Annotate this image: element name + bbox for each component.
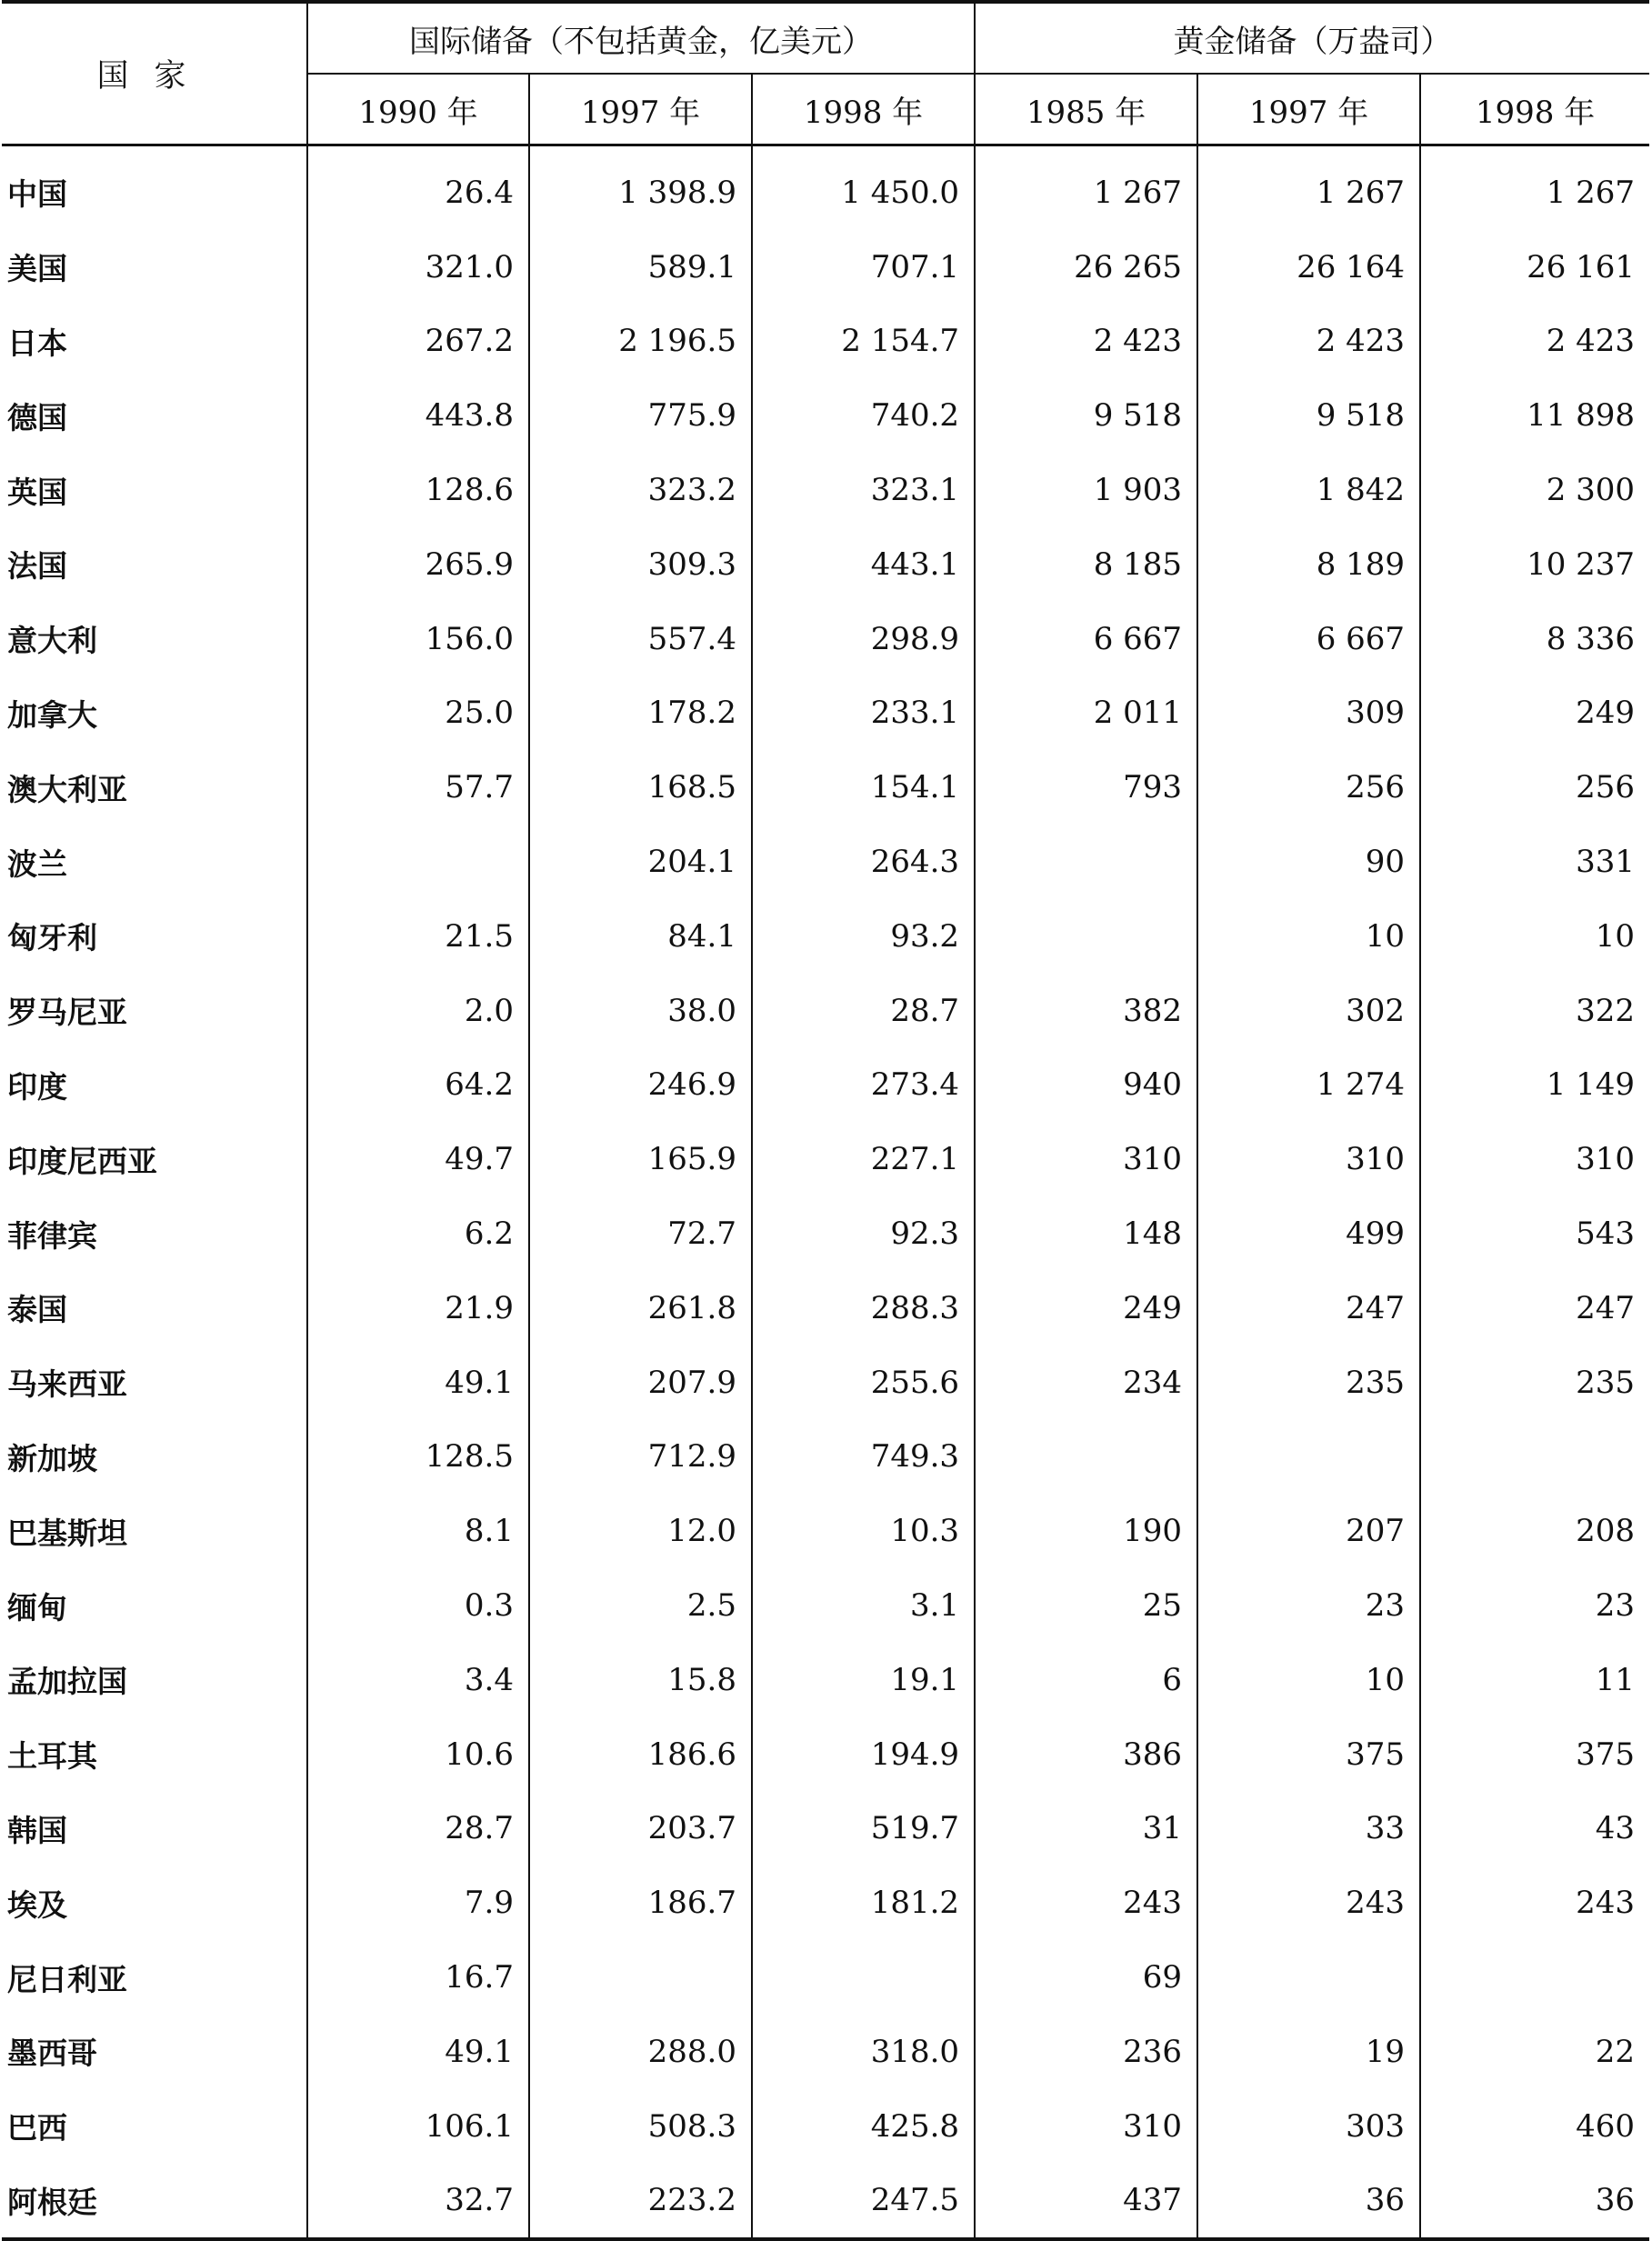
value-cell-gold-1998: 10 237 <box>1527 545 1636 583</box>
table-row <box>2 1196 1649 1271</box>
value-cell-intl-1990: 10.6 <box>307 1717 529 1792</box>
value-cell-intl-1998: 194.9 <box>752 1717 975 1792</box>
country-name-cell: 波兰 <box>2 825 307 899</box>
value-cell-gold-1998: 8 336 <box>1546 620 1636 657</box>
value-cell-gold-1997: 1 274 <box>1197 1048 1420 1123</box>
value-cell-intl-1997: 2.5 <box>529 1568 752 1643</box>
value-cell-gold-1985: 249 <box>975 1271 1197 1346</box>
value-cell-gold-1998: 310 <box>1576 1141 1636 1178</box>
value-cell-gold-1998: 331 <box>1576 844 1636 881</box>
value-cell-gold-1997: 1 842 <box>1197 453 1420 527</box>
country-name-cell: 匈牙利 <box>2 899 307 974</box>
value-cell-gold-1985: 2 011 <box>975 676 1197 751</box>
intl-reserve-group-header: 国际储备（不包括黄金，亿美元） <box>307 2 975 74</box>
value-cell-intl-1990: 443.8 <box>307 378 529 453</box>
value-cell-gold-1997: 1 267 <box>1197 145 1420 230</box>
value-cell-gold-1998: 460 <box>1576 2107 1636 2145</box>
value-cell-gold-1998: 322 <box>1576 992 1636 1029</box>
value-cell-intl-1990 <box>307 825 529 899</box>
table-header <box>2 2 1649 145</box>
country-column-header: 国家 <box>2 2 307 145</box>
value-cell-intl-1990: 16.7 <box>307 1940 529 2015</box>
value-cell-intl-1990: 49.7 <box>307 1122 529 1196</box>
country-name-cell: 日本 <box>2 305 307 379</box>
value-cell-intl-1990: 21.9 <box>307 1271 529 1346</box>
value-cell-intl-1998: 227.1 <box>752 1122 975 1196</box>
value-cell-gold-1985: 31 <box>975 1792 1197 1866</box>
value-cell-gold-1997: 36 <box>1197 2164 1420 2240</box>
value-cell-gold-1997: 26 164 <box>1197 230 1420 305</box>
table-row <box>2 1866 1649 1940</box>
value-cell-intl-1998 <box>752 1940 975 2015</box>
value-cell-intl-1997: 323.2 <box>529 453 752 527</box>
value-cell-gold-1998: 256 <box>1576 769 1636 806</box>
country-name-cell: 缅甸 <box>2 1568 307 1643</box>
value-cell-gold-1997: 19 <box>1197 2015 1420 2089</box>
value-cell-gold-1985: 6 <box>975 1643 1197 1717</box>
value-cell-gold-1997: 10 <box>1197 1643 1420 1717</box>
value-cell-gold-1998: 1 267 <box>1546 174 1636 211</box>
value-cell-intl-1990: 128.6 <box>307 453 529 527</box>
country-name-cell: 法国 <box>2 527 307 602</box>
value-cell-intl-1997: 309.3 <box>529 527 752 602</box>
value-cell-intl-1997: 168.5 <box>529 750 752 825</box>
value-cell-gold-1997: 309 <box>1197 676 1420 751</box>
value-cell-gold-1985: 1 267 <box>975 145 1197 230</box>
country-name-cell: 巴西 <box>2 2089 307 2164</box>
value-cell-gold-1985: 310 <box>975 1122 1197 1196</box>
value-cell-intl-1997: 246.9 <box>529 1048 752 1123</box>
value-cell-gold-1998: 1 149 <box>1546 1066 1636 1104</box>
value-cell-gold-1985: 243 <box>975 1866 1197 1940</box>
value-cell-intl-1998: 3.1 <box>752 1568 975 1643</box>
value-cell-gold-1997: 207 <box>1197 1494 1420 1568</box>
table-row <box>2 899 1649 974</box>
value-cell-gold-1997: 90 <box>1197 825 1420 899</box>
value-cell-gold-1998: 11 898 <box>1527 397 1636 435</box>
value-cell-intl-1998: 323.1 <box>752 453 975 527</box>
value-cell-gold-1998: 235 <box>1576 1364 1636 1401</box>
table-body <box>2 145 1649 2240</box>
value-cell-intl-1998: 10.3 <box>752 1494 975 1568</box>
value-cell-intl-1998: 233.1 <box>752 676 975 751</box>
value-cell-intl-1998: 19.1 <box>752 1643 975 1717</box>
table-row <box>2 1048 1649 1123</box>
value-cell-intl-1998: 1 450.0 <box>752 145 975 230</box>
value-cell-gold-1985: 69 <box>975 1940 1197 2015</box>
value-cell-gold-1985: 793 <box>975 750 1197 825</box>
country-name-cell: 意大利 <box>2 602 307 676</box>
value-cell-gold-1998 <box>1420 1940 1649 2015</box>
reserves-table <box>2 0 1649 2241</box>
value-cell-intl-1990: 8.1 <box>307 1494 529 1568</box>
value-cell-intl-1997: 165.9 <box>529 1122 752 1196</box>
value-cell-gold-1998: 249 <box>1576 695 1636 732</box>
value-cell-gold-1997: 33 <box>1197 1792 1420 1866</box>
value-cell-intl-1990: 156.0 <box>307 602 529 676</box>
value-cell-intl-1998: 519.7 <box>752 1792 975 1866</box>
table-row <box>2 1346 1649 1420</box>
value-cell-intl-1998: 92.3 <box>752 1196 975 1271</box>
table-row <box>2 1420 1649 1495</box>
value-cell-intl-1997: 288.0 <box>529 2015 752 2089</box>
value-cell-gold-1998: 543 <box>1576 1216 1636 1253</box>
value-cell-intl-1990: 64.2 <box>307 1048 529 1123</box>
country-name-cell: 韩国 <box>2 1792 307 1866</box>
gold-reserve-group-header: 黄金储备（万盎司） <box>975 2 1649 74</box>
value-cell-intl-1998: 273.4 <box>752 1048 975 1123</box>
value-cell-intl-1998: 28.7 <box>752 974 975 1048</box>
value-cell-intl-1990: 21.5 <box>307 899 529 974</box>
value-cell-gold-1997: 9 518 <box>1197 378 1420 453</box>
value-cell-intl-1990: 106.1 <box>307 2089 529 2164</box>
year-header-intl-1998: 1998 年 <box>752 74 975 145</box>
value-cell-gold-1985: 234 <box>975 1346 1197 1420</box>
value-cell-intl-1997: 84.1 <box>529 899 752 974</box>
value-cell-intl-1990: 3.4 <box>307 1643 529 1717</box>
value-cell-gold-1998: 375 <box>1576 1736 1636 1773</box>
value-cell-gold-1985: 2 423 <box>975 305 1197 379</box>
country-name-cell: 埃及 <box>2 1866 307 1940</box>
value-cell-intl-1997: 178.2 <box>529 676 752 751</box>
value-cell-intl-1997: 261.8 <box>529 1271 752 1346</box>
country-name-cell: 泰国 <box>2 1271 307 1346</box>
value-cell-gold-1998: 208 <box>1576 1513 1636 1550</box>
value-cell-intl-1998: 318.0 <box>752 2015 975 2089</box>
value-cell-intl-1998: 2 154.7 <box>752 305 975 379</box>
value-cell-intl-1990: 265.9 <box>307 527 529 602</box>
value-cell-gold-1985: 310 <box>975 2089 1197 2164</box>
value-cell-intl-1990: 7.9 <box>307 1866 529 1940</box>
table-row <box>2 145 1649 230</box>
value-cell-intl-1997: 72.7 <box>529 1196 752 1271</box>
value-cell-gold-1998: 2 423 <box>1546 323 1636 360</box>
value-cell-intl-1998: 247.5 <box>752 2164 975 2240</box>
country-name-cell: 菲律宾 <box>2 1196 307 1271</box>
value-cell-intl-1998: 298.9 <box>752 602 975 676</box>
value-cell-gold-1985: 1 903 <box>975 453 1197 527</box>
value-cell-intl-1990: 28.7 <box>307 1792 529 1866</box>
table-row <box>2 750 1649 825</box>
year-header-gold-1985: 1985 年 <box>975 74 1197 145</box>
table-row <box>2 974 1649 1048</box>
value-cell-intl-1990: 2.0 <box>307 974 529 1048</box>
value-cell-intl-1998: 264.3 <box>752 825 975 899</box>
year-header-intl-1997: 1997 年 <box>529 74 752 145</box>
year-header-gold-1997: 1997 年 <box>1197 74 1420 145</box>
value-cell-intl-1997: 38.0 <box>529 974 752 1048</box>
value-cell-intl-1998: 255.6 <box>752 1346 975 1420</box>
table-row <box>2 1792 1649 1866</box>
value-cell-gold-1997: 499 <box>1197 1196 1420 1271</box>
value-cell-gold-1985: 148 <box>975 1196 1197 1271</box>
country-name-cell: 巴基斯坦 <box>2 1494 307 1568</box>
value-cell-gold-1997: 243 <box>1197 1866 1420 1940</box>
value-cell-intl-1997: 589.1 <box>529 230 752 305</box>
value-cell-intl-1990: 57.7 <box>307 750 529 825</box>
value-cell-gold-1998: 10 <box>1595 917 1636 955</box>
value-cell-gold-1997: 302 <box>1197 974 1420 1048</box>
table-row <box>2 1271 1649 1346</box>
table-row <box>2 2164 1649 2240</box>
table-row <box>2 305 1649 379</box>
value-cell-gold-1997: 8 189 <box>1197 527 1420 602</box>
value-cell-gold-1998: 43 <box>1595 1810 1636 1847</box>
country-name-cell: 英国 <box>2 453 307 527</box>
table-row <box>2 378 1649 453</box>
value-cell-intl-1990: 6.2 <box>307 1196 529 1271</box>
value-cell-gold-1998: 22 <box>1595 2033 1636 2070</box>
year-header-gold-1998: 1998 年 <box>1420 74 1649 145</box>
value-cell-intl-1998: 425.8 <box>752 2089 975 2164</box>
value-cell-gold-1998: 247 <box>1576 1289 1636 1326</box>
value-cell-intl-1997: 712.9 <box>529 1420 752 1495</box>
value-cell-intl-1998: 154.1 <box>752 750 975 825</box>
value-cell-gold-1997 <box>1197 1940 1420 2015</box>
value-cell-gold-1998: 26 161 <box>1527 248 1636 285</box>
value-cell-intl-1997: 12.0 <box>529 1494 752 1568</box>
table-row <box>2 2015 1649 2089</box>
value-cell-gold-1985: 8 185 <box>975 527 1197 602</box>
table-row <box>2 453 1649 527</box>
table-row <box>2 527 1649 602</box>
year-header-intl-1990: 1990 年 <box>307 74 529 145</box>
value-cell-intl-1997: 557.4 <box>529 602 752 676</box>
table-row <box>2 825 1649 899</box>
value-cell-gold-1998 <box>1420 1420 1649 1495</box>
value-cell-intl-1998: 288.3 <box>752 1271 975 1346</box>
value-cell-gold-1998: 243 <box>1576 1885 1636 1922</box>
value-cell-intl-1998: 443.1 <box>752 527 975 602</box>
country-name-cell: 印度尼西亚 <box>2 1122 307 1196</box>
table-row <box>2 1717 1649 1792</box>
value-cell-gold-1998: 2 300 <box>1546 472 1636 509</box>
value-cell-gold-1985: 940 <box>975 1048 1197 1123</box>
value-cell-gold-1997: 247 <box>1197 1271 1420 1346</box>
country-name-cell: 新加坡 <box>2 1420 307 1495</box>
country-name-cell: 罗马尼亚 <box>2 974 307 1048</box>
value-cell-intl-1997: 508.3 <box>529 2089 752 2164</box>
table-row <box>2 1494 1649 1568</box>
value-cell-intl-1990: 25.0 <box>307 676 529 751</box>
value-cell-gold-1985: 437 <box>975 2164 1197 2240</box>
table-row <box>2 1568 1649 1643</box>
table-row <box>2 2089 1649 2164</box>
value-cell-gold-1985: 236 <box>975 2015 1197 2089</box>
country-name-cell: 孟加拉国 <box>2 1643 307 1717</box>
value-cell-gold-1997: 10 <box>1197 899 1420 974</box>
value-cell-intl-1997: 204.1 <box>529 825 752 899</box>
table-row <box>2 1940 1649 2015</box>
value-cell-gold-1985: 25 <box>975 1568 1197 1643</box>
table-row <box>2 230 1649 305</box>
country-name-cell: 德国 <box>2 378 307 453</box>
value-cell-intl-1990: 26.4 <box>307 145 529 230</box>
value-cell-intl-1997: 15.8 <box>529 1643 752 1717</box>
reserves-table-container <box>2 0 1649 2241</box>
value-cell-intl-1997: 775.9 <box>529 378 752 453</box>
value-cell-gold-1998: 36 <box>1420 2164 1649 2240</box>
table-row <box>2 602 1649 676</box>
value-cell-gold-1998: 23 <box>1595 1587 1636 1625</box>
value-cell-gold-1997: 256 <box>1197 750 1420 825</box>
value-cell-intl-1998: 93.2 <box>752 899 975 974</box>
value-cell-gold-1985 <box>975 899 1197 974</box>
value-cell-intl-1997: 1 398.9 <box>529 145 752 230</box>
value-cell-gold-1997: 303 <box>1197 2089 1420 2164</box>
country-name-cell: 土耳其 <box>2 1717 307 1792</box>
value-cell-gold-1997: 23 <box>1197 1568 1420 1643</box>
value-cell-intl-1998: 707.1 <box>752 230 975 305</box>
value-cell-gold-1985: 382 <box>975 974 1197 1048</box>
country-name-cell: 阿根廷 <box>2 2164 307 2240</box>
country-name-cell: 马来西亚 <box>2 1346 307 1420</box>
country-name-cell: 尼日利亚 <box>2 1940 307 2015</box>
value-cell-intl-1990: 49.1 <box>307 1346 529 1420</box>
value-cell-intl-1990: 267.2 <box>307 305 529 379</box>
value-cell-intl-1998: 749.3 <box>752 1420 975 1495</box>
value-cell-intl-1990: 0.3 <box>307 1568 529 1643</box>
country-name-cell: 中国 <box>2 145 307 230</box>
country-name-cell: 印度 <box>2 1048 307 1123</box>
value-cell-gold-1997: 2 423 <box>1197 305 1420 379</box>
value-cell-gold-1985: 386 <box>975 1717 1197 1792</box>
value-cell-intl-1997 <box>529 1940 752 2015</box>
value-cell-gold-1998: 11 <box>1595 1661 1636 1698</box>
value-cell-gold-1985 <box>975 1420 1197 1495</box>
value-cell-gold-1997 <box>1197 1420 1420 1495</box>
value-cell-gold-1997: 310 <box>1197 1122 1420 1196</box>
value-cell-intl-1990: 49.1 <box>307 2015 529 2089</box>
value-cell-gold-1985: 9 518 <box>975 378 1197 453</box>
value-cell-gold-1985 <box>975 825 1197 899</box>
table-row <box>2 676 1649 751</box>
country-name-cell: 加拿大 <box>2 676 307 751</box>
value-cell-intl-1990: 128.5 <box>307 1420 529 1495</box>
value-cell-intl-1997: 186.6 <box>529 1717 752 1792</box>
value-cell-intl-1997: 203.7 <box>529 1792 752 1866</box>
value-cell-gold-1997: 6 667 <box>1197 602 1420 676</box>
table-row <box>2 1122 1649 1196</box>
value-cell-intl-1997: 223.2 <box>529 2164 752 2240</box>
value-cell-intl-1998: 740.2 <box>752 378 975 453</box>
value-cell-intl-1997: 2 196.5 <box>529 305 752 379</box>
value-cell-gold-1985: 26 265 <box>975 230 1197 305</box>
value-cell-gold-1997: 375 <box>1197 1717 1420 1792</box>
country-name-cell: 美国 <box>2 230 307 305</box>
country-name-cell: 墨西哥 <box>2 2015 307 2089</box>
value-cell-intl-1998: 181.2 <box>752 1866 975 1940</box>
value-cell-gold-1985: 6 667 <box>975 602 1197 676</box>
table-row <box>2 1643 1649 1717</box>
value-cell-intl-1997: 186.7 <box>529 1866 752 1940</box>
value-cell-intl-1990: 321.0 <box>307 230 529 305</box>
country-name-cell: 澳大利亚 <box>2 750 307 825</box>
value-cell-intl-1997: 207.9 <box>529 1346 752 1420</box>
value-cell-gold-1985: 190 <box>975 1494 1197 1568</box>
value-cell-intl-1990: 32.7 <box>307 2164 529 2240</box>
value-cell-gold-1997: 235 <box>1197 1346 1420 1420</box>
